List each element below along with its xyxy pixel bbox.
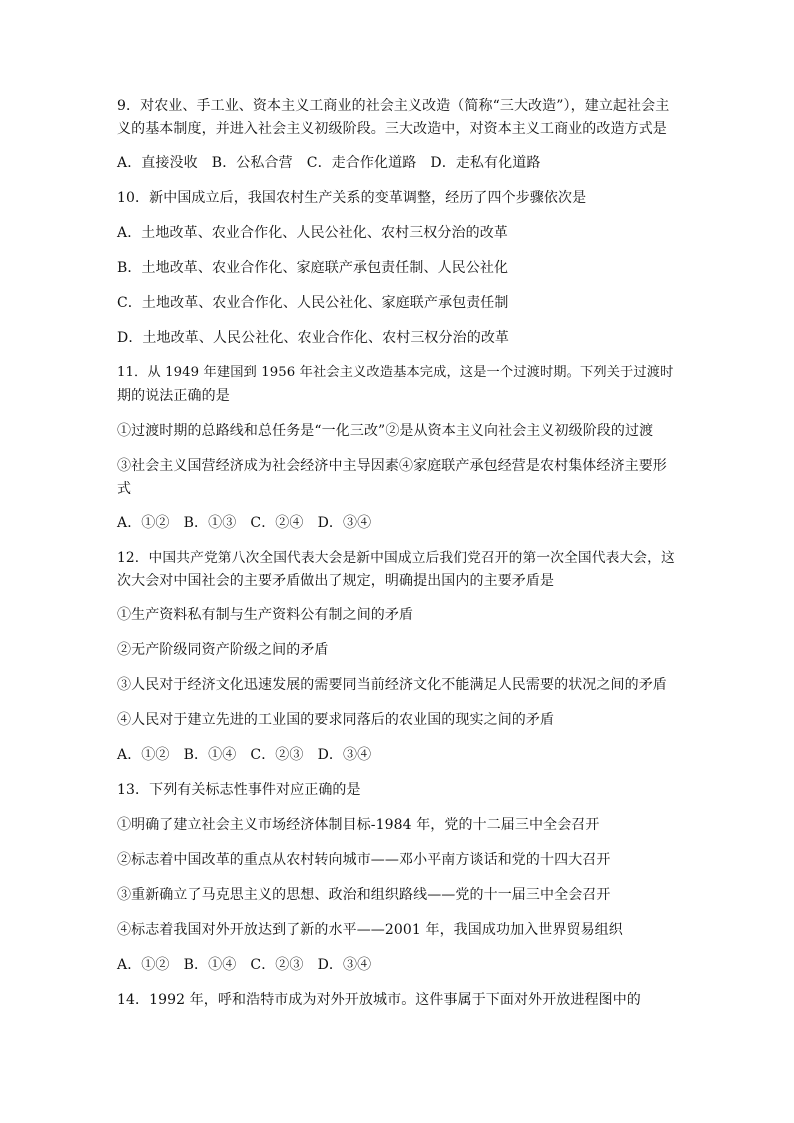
q11-statements-3-4-line1: ③社会主义国营经济成为社会经济中主导因素④家庭联产承包经营是农村集体经济主要形 xyxy=(117,458,667,474)
q11-statements-3-4-line2: 式 xyxy=(117,481,132,497)
q13-statement-1: ①明确了建立社会主义市场经济体制目标-1984 年，党的十二届三中全会召开 xyxy=(117,817,600,833)
q10-option-d: D．土地改革、人民公社化、农业合作化、农村三权分治的改革 xyxy=(117,330,510,346)
q12-options: A．①② B．①④ C．②③ D．③④ xyxy=(117,747,372,763)
q11-stem-line1: 11．从 1949 年建国到 1956 年社会主义改造基本完成，这是一个过渡时期。下列关于过渡时 xyxy=(117,365,674,380)
q13-statement-3: ③重新确立了马克思主义的思想、政治和组织路线——党的十一届三中全会召开 xyxy=(117,887,611,903)
q13-options: A．①② B．①④ C．②③ D．③④ xyxy=(117,957,372,973)
q9-options: A．直接没收 B．公私合营 C．走合作化道路 D．走私有化道路 xyxy=(117,155,541,171)
q10-option-c: C．土地改革、农业合作化、人民公社化、家庭联产承包责任制 xyxy=(117,295,509,311)
q10-option-b: B．土地改革、农业合作化、家庭联产承包责任制、人民公社化 xyxy=(117,260,509,276)
q14-stem: 14．1992 年，呼和浩特市成为对外开放城市。这件事属于下面对外开放进程图中的 xyxy=(117,992,641,1008)
q13-statement-2: ②标志着中国改革的重点从农村转向城市——邓小平南方谈话和党的十四大召开 xyxy=(117,852,611,868)
q10-option-a: A．土地改革、农业合作化、人民公社化、农村三权分治的改革 xyxy=(117,225,508,241)
q13-stem: 13．下列有关标志性事件对应正确的是 xyxy=(117,782,361,798)
q11-statements-1-2: ①过渡时期的总路线和总任务是“一化三改”②是从资本主义向社会主义初级阶段的过渡 xyxy=(117,423,654,439)
q11-stem-line2: 期的说法正确的是 xyxy=(117,388,230,404)
q12-statement-4: ④人民对于建立先进的工业国的要求同落后的农业国的现实之间的矛盾 xyxy=(117,712,555,728)
q12-stem-line1: 12．中国共产党第八次全国代表大会是新中国成立后我们党召开的第一次全国代表大会，这 xyxy=(117,550,675,566)
q12-stem-line2: 次大会对中国社会的主要矛盾做出了规定，明确提出国内的主要矛盾是 xyxy=(117,573,555,589)
q10-stem: 10．新中国成立后，我国农村生产关系的变革调整，经历了四个步骤依次是 xyxy=(117,190,587,206)
q12-statement-3: ③人民对于经济文化迅速发展的需要同当前经济文化不能满足人民需要的状况之间的矛盾 xyxy=(117,677,667,693)
q12-statement-2: ②无产阶级同资产阶级之间的矛盾 xyxy=(117,642,329,658)
q9-stem-line2: 义的基本制度，并进入社会主义初级阶段。三大改造中，对资本主义工商业的改造方式是 xyxy=(117,121,667,137)
q13-statement-4: ④标志着我国对外开放达到了新的水平——2001 年，我国成功加入世界贸易组织 xyxy=(117,922,623,938)
q9-stem-line1: 9．对农业、手工业、资本主义工商业的社会主义改造（简称“三大改造”），建立起社会主 xyxy=(117,98,670,114)
q12-statement-1: ①生产资料私有制与生产资料公有制之间的矛盾 xyxy=(117,607,414,623)
q11-options: A．①② B．①③ C．②④ D．③④ xyxy=(117,515,372,531)
